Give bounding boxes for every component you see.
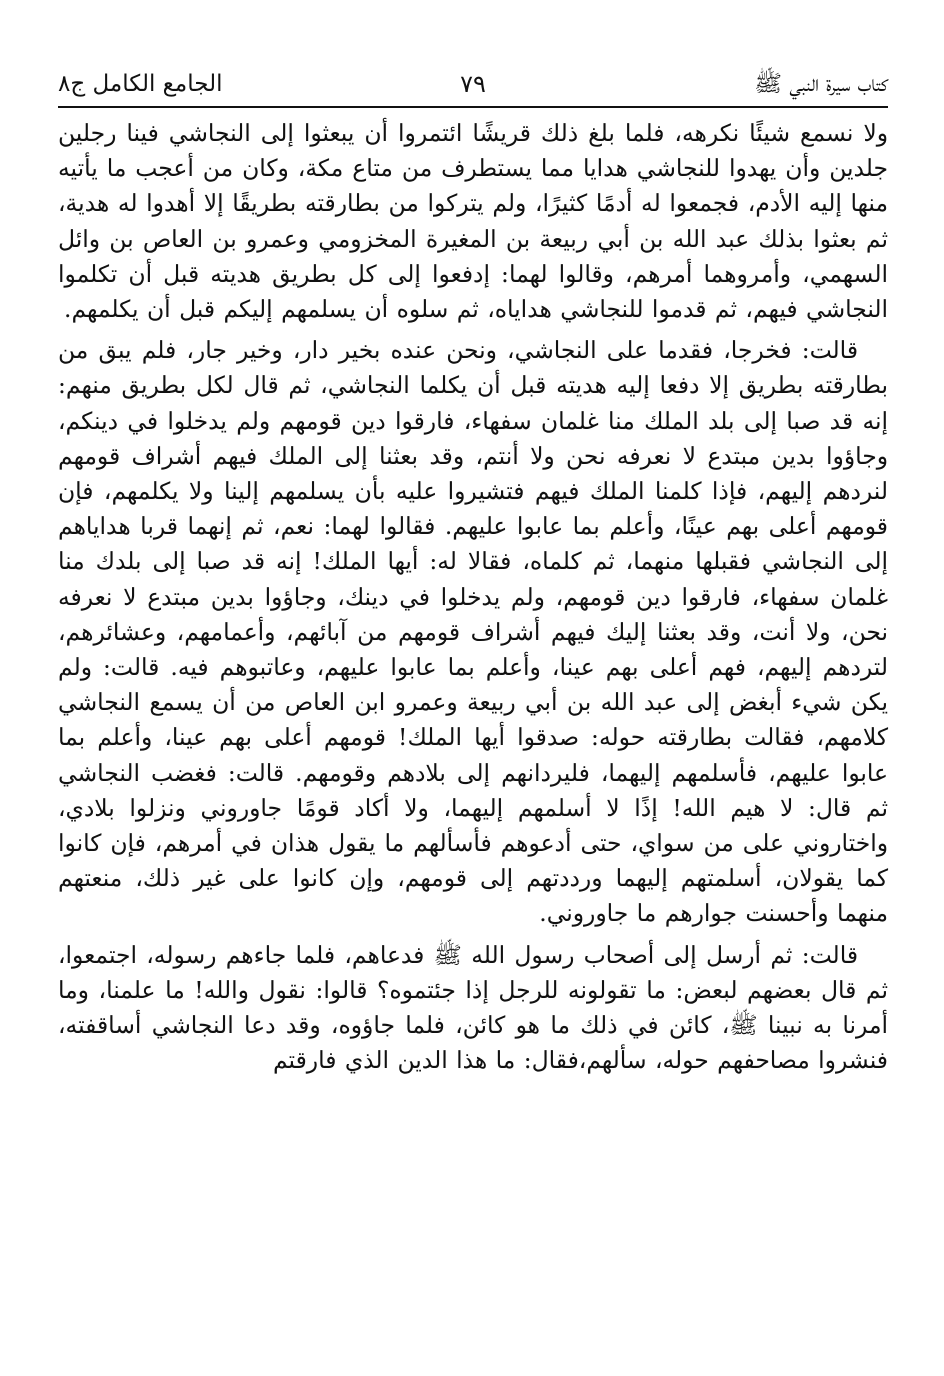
header-rule: [58, 106, 888, 108]
volume-label: الجامع الكامل ج٨: [58, 71, 223, 97]
page-number: ٧٩: [460, 70, 486, 98]
paragraph-2: قالت: فخرجا، فقدما على النجاشي، ونحن عنده بخير دار، وخير جار، فلم يبق من بطارقته بطريق إلا دفعا إليه هديته قبل أن يكلما النجاشي، ثم قال لكل بطريق منهم: إنه قد صبا إلى بلد الملك منا غلمان سفهاء، فارقوا دين قومهم ولم يدخلوا في دينكم، وجاؤوا بدين مبتدع لا نعرفه نحن ولا أنتم، وقد بعثنا إلى الملك فيهم أشراف قومهم لنردهم إليهم، فإذا كلمنا الملك فيهم فتشيروا عليه بأن يسلمهم إلينا ولا يكلمهم، فإن قومهم أعلى بهم عينًا، وأعلم بما عابوا عليهم. فقالوا لهما: نعم، ثم إنهما قربا هداياهم إلى النجاشي فقبلها منهما، ثم كلماه، فقالا له: أيها الملك! إنه قد صبا إلى بلدك منا غلمان سفهاء، فارقوا دين قومهم، ولم يدخلوا في دينك، وجاؤوا بدين مبتدع لا نعرفه نحن، ولا أنت، وقد بعثنا إليك فيهم أشراف قومهم من آبائهم، وأعمامهم، وعشائرهم، لتردهم إليهم، فهم أعلى بهم عينا، وأعلم بما عابوا عليهم، وعاتبوهم فيه. قالت: ولم يكن شيء أبغض إلى عبد الله بن أبي ربيعة وعمرو ابن العاص من أن يسمع النجاشي كلامهم، فقالت بطارقته حوله: صدقوا أيها الملك! قومهم أعلى بهم عينا، وأعلم بما عابوا عليهم، فأسلمهم إليهما، فليردانهم إلى بلادهم وقومهم. قالت: فغضب النجاشي ثم قال: لا هيم الله! إذًا لا أسلمهم إليهما، ولا أكاد قومًا جاوروني ونزلوا بلادي، واختاروني على من سواي، حتى أدعوهم فأسألهم ما يقول هذان في أمرهم، فإن كانوا كما يقولان، أسلمتهم إليهما ورددتهم إلى قومهم، وإن كانوا على غير ذلك، منعتهم منهما وأحسنت جوارهم ما جاوروني.: [58, 336, 888, 928]
book-title: كتاب سيرة النبي ﷺ: [754, 71, 888, 97]
running-header: [58, 62, 888, 106]
book-page: [58, 62, 888, 1078]
paragraph-1: ولا نسمع شيئًا نكرهه، فلما بلغ ذلك قريشًا ائتمروا أن يبعثوا إلى النجاشي فينا رجلين جلدين وأن يهدوا للنجاشي هدايا مما يستطرف من متاع مكة، وكان من أعجب ما يأتيه منها إليه الأدم، فجمعوا له أدمًا كثيرًا، ولم يتركوا من بطارقته بطريقًا إلا أهدوا له هدية، ثم بعثوا بذلك عبد الله بن أبي ربيعة بن المغيرة المخزومي وعمرو بن العاص بن وائل السهمي، وأمروهما أمرهم، وقالوا لهما: إدفعوا إلى كل بطريق هديته قبل أن تكلموا النجاشي فيهم، ثم قدموا للنجاشي هداياه، ثم سلوه أن يسلمهم إليكم قبل أن يكلمهم.: [58, 119, 888, 324]
paragraph-3: قالت: ثم أرسل إلى أصحاب رسول الله ﷺ فدعاهم، فلما جاءهم رسوله، اجتمعوا، ثم قال بعضهم لبعض: ما تقولونه للرجل إذا جئتموه؟ قالوا: نقول والله! ما علمنا، وما أمرنا به نبينا ﷺ، كائن في ذلك ما هو كائن، فلما جاؤوه، وقد دعا النجاشي أساقفته، فنشروا مصاحفهم حوله، سألهم،فقال: ما هذا الدين الذي فارقتم: [58, 940, 888, 1075]
